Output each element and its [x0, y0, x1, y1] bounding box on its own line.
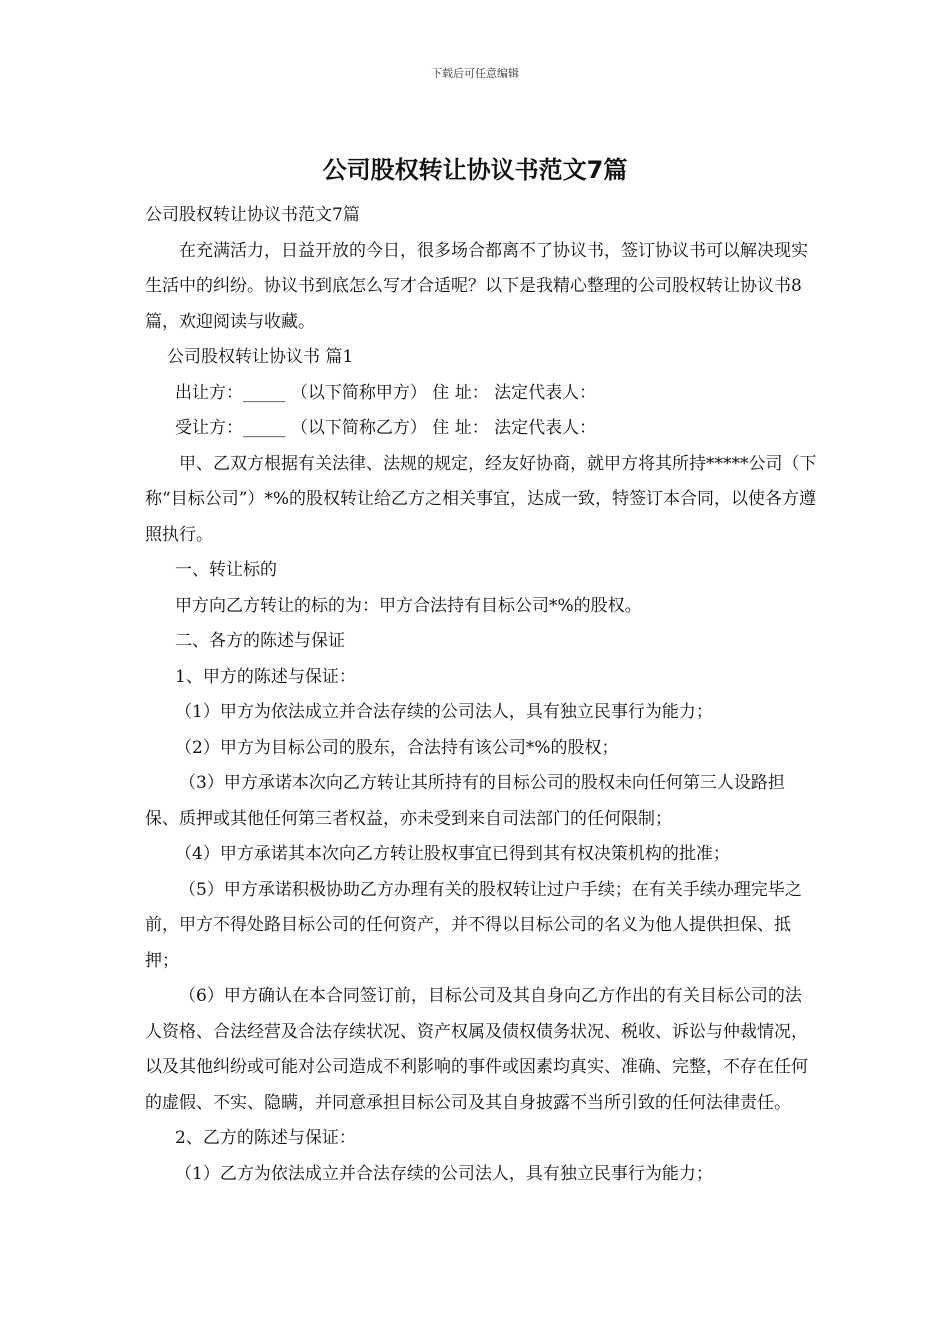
party-b-item-1: （1）乙方为依法成立并合法存续的公司法人，具有独立民事行为能力； [175, 1163, 713, 1184]
section-heading: 公司股权转让协议书 篇1 [167, 347, 354, 367]
party-a-heading: 1、甲方的陈述与保证： [175, 666, 356, 687]
clause1-heading: 一、转让标的 [175, 560, 277, 580]
transferor-line: 出让方：_____ （以下简称甲方） 住 址： 法定代表人： [175, 382, 597, 403]
document-title: 公司股权转让协议书范文7篇 [322, 156, 628, 184]
party-a-item-5: （5）甲方承诺积极协助乙方办理有关的股权转让过户手续；在有关手续办理完毕之前，甲方不得处路目标公司的任何资产，并不得以目标公司的名义为他人提供担保、抵押； [145, 879, 802, 971]
intro-paragraph: 在充满活力，日益开放的今日，很多场合都离不了协议书，签订协议书可以解决现实生活中的纠纷。协议书到底怎么写才合适呢？以下是我精心整理的公司股权转让协议书8篇，欢迎阅读与收藏。 [145, 240, 808, 332]
transferee-line: 受让方：_____ （以下简称乙方） 住 址： 法定代表人： [175, 418, 597, 438]
document-body [145, 198, 817, 1192]
party-a-item-1: （1）甲方为依法成立并合法存续的公司法人，具有独立民事行为能力； [175, 702, 713, 722]
party-a-item-6: （6）甲方确认在本合同签订前，目标公司及其自身向乙方作出的有关目标公司的法人资格、合法经营及合法存续状况、资产权属及债权债务状况、税收、诉讼与仲裁情况，以及其他纠纷或可能对公司造成不利影响的事件或因素均真实、准确、完整，不存在任何的虚假、不实、隐瞒，并同意承担目标公司及其自身披露不当所引致的任何法律责任。 [145, 986, 808, 1113]
subtitle: 公司股权转让协议书范文7篇 [145, 205, 360, 225]
clause2-heading: 二、各方的陈述与保证 [175, 631, 345, 651]
header-note: 下载后可任意编辑 [431, 67, 519, 80]
party-a-item-2: （2）甲方为目标公司的股东，合法持有该公司*%的股权； [175, 737, 619, 758]
party-a-item-4: （4）甲方承诺其本次向乙方转让股权事宜已得到其有权决策机构的批准； [175, 844, 730, 864]
clause1-text: 甲方向乙方转让的标的为：甲方合法持有目标公司*%的股权。 [175, 595, 642, 616]
party-a-item-3: （3）甲方承诺本次向乙方转让其所持有的目标公司的股权未向任何第三人设路担保、质押或其他任何第三者权益，亦未受到来自司法部门的任何限制； [145, 773, 785, 829]
party-b-heading: 2、乙方的陈述与保证： [175, 1128, 356, 1148]
preamble-paragraph: 甲、乙双方根据有关法律、法规的规定，经友好协商，就甲方将其所持*****公司（下称“目标公司”）*%的股权转让给乙方之相关事宜，达成一致，特签订本合同，以使各方遵照执行。 [145, 453, 817, 545]
